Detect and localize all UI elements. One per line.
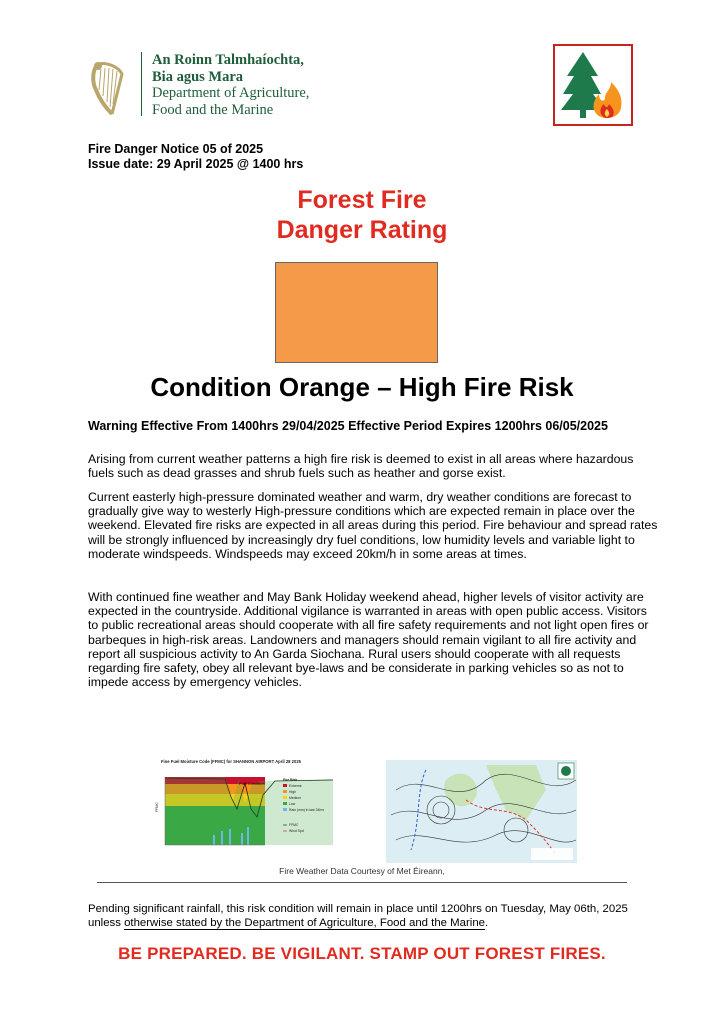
department-name <box>152 52 309 118</box>
title-line1: Forest Fire <box>297 186 427 214</box>
condition-heading: Condition Orange – High Fire Risk <box>150 372 574 402</box>
legend-line: FFMC <box>289 823 299 827</box>
legend-title: Fire Risk <box>283 778 298 782</box>
legend-item: Low <box>289 802 296 806</box>
tree-flame-icon <box>555 46 631 124</box>
dept-irish-line2: Bia agus Mara <box>152 68 244 85</box>
slogan: BE PREPARED. BE VIGILANT. STAMP OUT FOREST FIRES. <box>118 944 606 963</box>
pending-statement <box>88 902 653 930</box>
pending-end: . <box>485 917 489 929</box>
chart-annotation: Fuel Condition <box>239 781 265 786</box>
chart-y-label: FFMC <box>155 802 159 812</box>
dept-english-line2: Food and the Marine <box>152 101 274 118</box>
warning-effective: Warning Effective From 1400hrs 29/04/2025 Effective Period Expires 1200hrs 06/05/2025 <box>88 419 608 433</box>
pending-underlined: otherwise stated by the Department of Agriculture, Food and the Marine <box>124 917 485 929</box>
notice-number: Fire Danger Notice 05 of 2025 <box>88 142 264 156</box>
pending-text: Pending significant rainfall, this risk condition will remain in place until 1200hrs on Tuesday, May 06th, 2025 unless <box>88 903 628 929</box>
issue-date: Issue date: 29 April 2025 @ 1400 hrs <box>88 157 304 171</box>
divider-line <box>97 882 627 883</box>
body-paragraph-1: Arising from current weather patterns a high fire risk is deemed to exist in all areas where hazardous fuels such as dead grasses and shrub fuels such as heather and gorse exist. <box>88 452 634 481</box>
harp-crest-icon <box>88 60 128 118</box>
legend-item: Medium <box>289 796 302 800</box>
dept-irish-line1: An Roinn Talmhaíochta, <box>152 52 304 68</box>
legend-item: Rain (mm) in last 24hrs <box>289 808 325 812</box>
forest-fire-logo <box>553 44 633 126</box>
legend-item: Extreme <box>289 784 302 788</box>
title-line2: Danger Rating <box>276 216 448 244</box>
figure-credit: Fire Weather Data Courtesy of Met Éireann, <box>279 866 445 876</box>
body-paragraph-3: With continued fine weather and May Bank Holiday weekend ahead, higher levels of visitor activity are expected in the countryside. Additional vigilance is warranted in areas with open public access. Visitors to public recreational areas should cooperate with all fire safety requirements and not light open fires or barbeques in high-risk areas. Landowners and managers should remain vigilant to all fire activity and report all suspicious activity to An Garda Siochana. Rural users should cooperate with all requests regarding fire safety, obey all relevant bye-laws and be considerate in parking vehicles so as not to impede access by emergency vehicles. <box>88 590 649 690</box>
danger-rating-swatch <box>275 262 438 363</box>
body-paragraph-2: Current easterly high-pressure dominated weather and warm, dry weather conditions are forecast to gradually give way to westerly High-pressure conditions which are expected remain in place over the weekend. Elevated fire risks are expected in all areas during this period. Fire behaviour and spread rates will be strongly influenced by increasingly dry fuel conditions, low humidity levels and variable light to moderate windspeeds. Windspeeds may exceed 20km/h in some areas at times. <box>88 490 658 561</box>
ffmc-chart-image <box>155 757 335 863</box>
chart-title: Fine Fuel Moisture Code (FFMC) for SHANNON AIRPORT April 28 2025 <box>161 759 301 764</box>
page-title <box>0 185 724 245</box>
legend-item: High <box>289 790 296 794</box>
legend-line: Wind Spd <box>289 829 304 833</box>
dept-english-line1: Department of Agriculture, <box>152 85 310 101</box>
header-divider <box>141 52 142 116</box>
weather-map-image <box>386 760 577 863</box>
notice-header <box>88 142 303 172</box>
